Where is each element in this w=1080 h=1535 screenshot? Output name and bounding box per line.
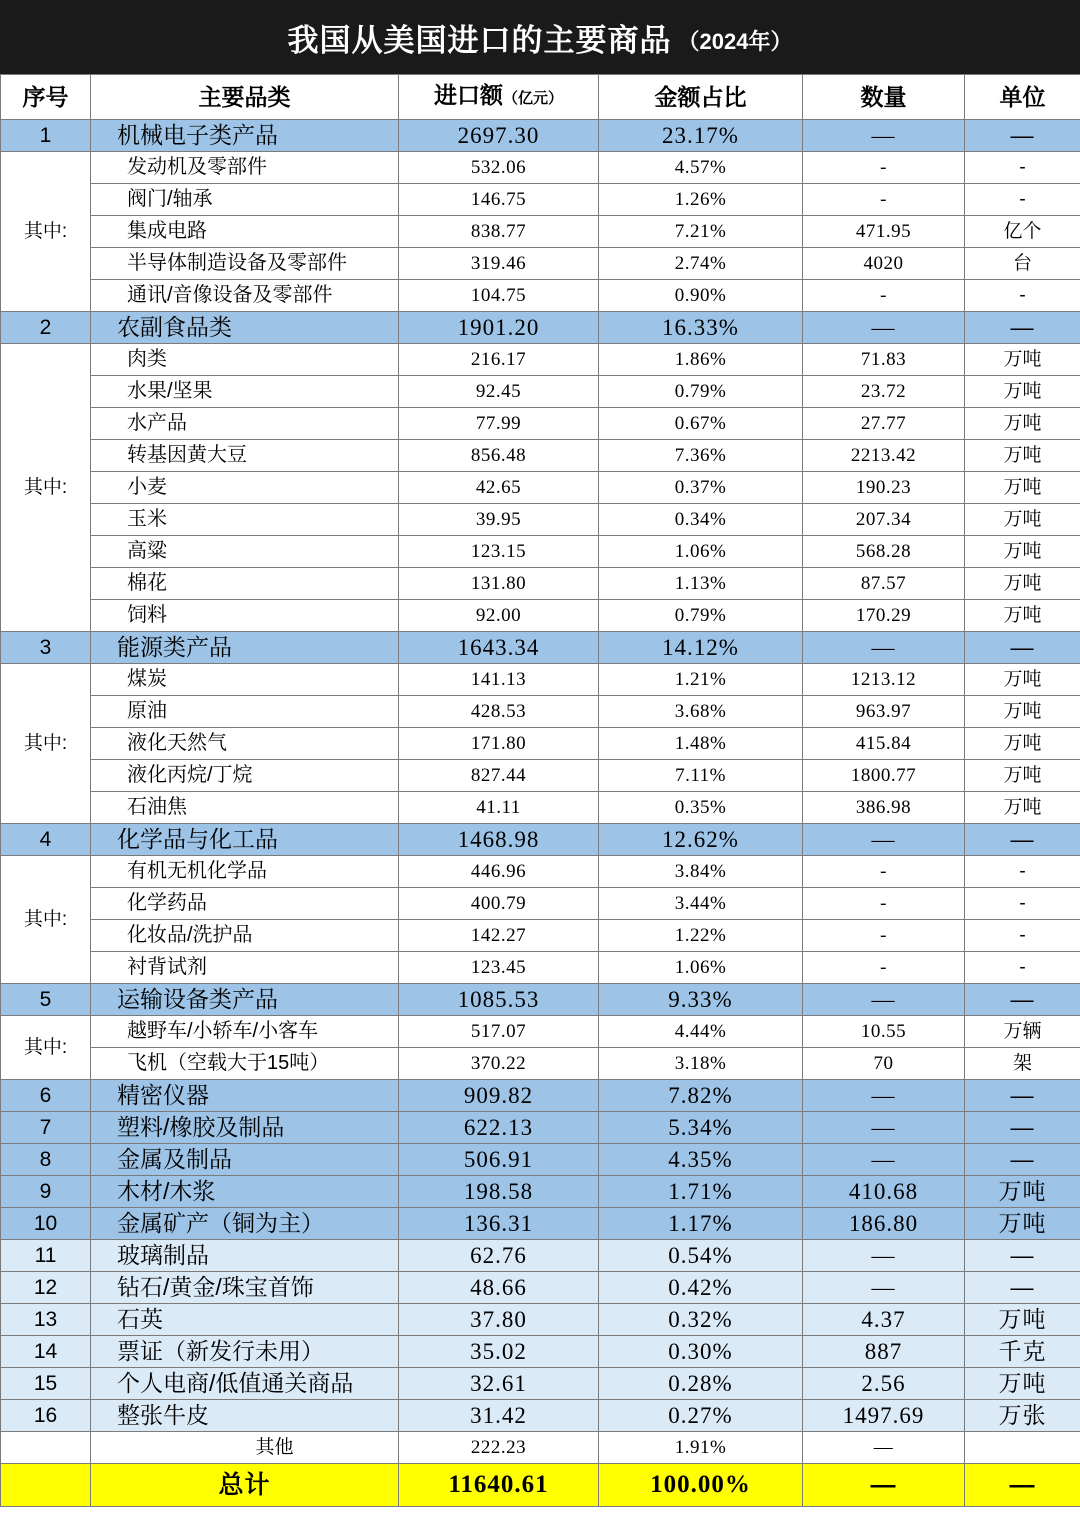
subcategory-quantity: - bbox=[803, 280, 965, 312]
subcategory-share: 7.36% bbox=[599, 440, 803, 472]
col-header-amount bbox=[399, 75, 599, 120]
category-share: 0.42% bbox=[599, 1272, 803, 1304]
category-unit: — bbox=[965, 1112, 1080, 1144]
subcategory-name: 转基因黄大豆 bbox=[91, 440, 399, 472]
category-amount: 1901.20 bbox=[399, 312, 599, 344]
table-header-row bbox=[1, 75, 1080, 120]
subcategory-quantity: 207.34 bbox=[803, 504, 965, 536]
total-index bbox=[1, 1464, 91, 1507]
category-row bbox=[1, 984, 1080, 1016]
category-amount: 506.91 bbox=[399, 1144, 599, 1176]
category-row bbox=[1, 632, 1080, 664]
category-quantity: — bbox=[803, 120, 965, 152]
subcategory-share: 2.74% bbox=[599, 248, 803, 280]
category-share: 0.28% bbox=[599, 1368, 803, 1400]
subcategory-name: 棉花 bbox=[91, 568, 399, 600]
subcategory-row bbox=[1, 664, 1080, 696]
qizhong-label: 其中: bbox=[1, 856, 91, 984]
subcategory-quantity: - bbox=[803, 888, 965, 920]
subcategory-share: 0.35% bbox=[599, 792, 803, 824]
other-quantity: — bbox=[803, 1432, 965, 1464]
category-unit: — bbox=[965, 1272, 1080, 1304]
subcategory-row bbox=[1, 472, 1080, 504]
category-name: 钻石/黄金/珠宝首饰 bbox=[91, 1272, 399, 1304]
subcategory-quantity: 27.77 bbox=[803, 408, 965, 440]
category-name: 能源类产品 bbox=[91, 632, 399, 664]
category-quantity: 4.37 bbox=[803, 1304, 965, 1336]
category-name: 机械电子类产品 bbox=[91, 120, 399, 152]
subcategory-quantity: 87.57 bbox=[803, 568, 965, 600]
subcategory-row bbox=[1, 536, 1080, 568]
subcategory-quantity: 415.84 bbox=[803, 728, 965, 760]
subcategory-name: 石油焦 bbox=[91, 792, 399, 824]
category-quantity: — bbox=[803, 824, 965, 856]
category-index: 7 bbox=[1, 1112, 91, 1144]
category-row bbox=[1, 1304, 1080, 1336]
subcategory-row bbox=[1, 920, 1080, 952]
subcategory-name: 化妆品/洗护品 bbox=[91, 920, 399, 952]
subcategory-unit: - bbox=[965, 920, 1080, 952]
category-unit: — bbox=[965, 632, 1080, 664]
subcategory-name: 化学药品 bbox=[91, 888, 399, 920]
subcategory-amount: 446.96 bbox=[399, 856, 599, 888]
subcategory-name: 阀门/轴承 bbox=[91, 184, 399, 216]
subcategory-quantity: 170.29 bbox=[803, 600, 965, 632]
subcategory-name: 饲料 bbox=[91, 600, 399, 632]
subcategory-unit: 万吨 bbox=[965, 408, 1080, 440]
subcategory-share: 3.18% bbox=[599, 1048, 803, 1080]
subcategory-share: 1.21% bbox=[599, 664, 803, 696]
subcategory-amount: 171.80 bbox=[399, 728, 599, 760]
subcategory-quantity: 10.55 bbox=[803, 1016, 965, 1048]
other-row bbox=[1, 1432, 1080, 1464]
subcategory-unit: 万吨 bbox=[965, 344, 1080, 376]
subcategory-unit: 万吨 bbox=[965, 696, 1080, 728]
subcategory-share: 4.44% bbox=[599, 1016, 803, 1048]
subcategory-row bbox=[1, 408, 1080, 440]
subcategory-unit: - bbox=[965, 888, 1080, 920]
category-name: 农副食品类 bbox=[91, 312, 399, 344]
subcategory-row bbox=[1, 216, 1080, 248]
total-quantity: — bbox=[803, 1464, 965, 1507]
category-index: 2 bbox=[1, 312, 91, 344]
category-index: 11 bbox=[1, 1240, 91, 1272]
category-share: 1.17% bbox=[599, 1208, 803, 1240]
subcategory-row bbox=[1, 888, 1080, 920]
category-row bbox=[1, 1400, 1080, 1432]
subcategory-name: 水产品 bbox=[91, 408, 399, 440]
subcategory-unit: - bbox=[965, 280, 1080, 312]
subcategory-amount: 123.15 bbox=[399, 536, 599, 568]
category-amount: 62.76 bbox=[399, 1240, 599, 1272]
category-unit: 千克 bbox=[965, 1336, 1080, 1368]
category-share: 23.17% bbox=[599, 120, 803, 152]
category-index: 13 bbox=[1, 1304, 91, 1336]
category-amount: 35.02 bbox=[399, 1336, 599, 1368]
subcategory-unit: - bbox=[965, 856, 1080, 888]
total-row bbox=[1, 1464, 1080, 1507]
category-unit: — bbox=[965, 1240, 1080, 1272]
category-amount: 1643.34 bbox=[399, 632, 599, 664]
subcategory-share: 1.06% bbox=[599, 952, 803, 984]
subcategory-unit: 万吨 bbox=[965, 568, 1080, 600]
subcategory-row bbox=[1, 504, 1080, 536]
category-name: 化学品与化工品 bbox=[91, 824, 399, 856]
subcategory-amount: 856.48 bbox=[399, 440, 599, 472]
page-title-year: （2024年） bbox=[677, 28, 793, 54]
col-header-index: 序号 bbox=[1, 75, 91, 120]
category-quantity: — bbox=[803, 1144, 965, 1176]
category-name: 金属矿产（铜为主） bbox=[91, 1208, 399, 1240]
subcategory-name: 集成电路 bbox=[91, 216, 399, 248]
subcategory-name: 液化天然气 bbox=[91, 728, 399, 760]
subcategory-row bbox=[1, 600, 1080, 632]
subcategory-amount: 838.77 bbox=[399, 216, 599, 248]
subcategory-row bbox=[1, 152, 1080, 184]
subcategory-share: 0.90% bbox=[599, 280, 803, 312]
page-title: 我国从美国进口的主要商品 bbox=[287, 22, 672, 58]
category-row bbox=[1, 1240, 1080, 1272]
category-amount: 37.80 bbox=[399, 1304, 599, 1336]
subcategory-quantity: 1213.12 bbox=[803, 664, 965, 696]
subcategory-amount: 827.44 bbox=[399, 760, 599, 792]
subcategory-quantity: 23.72 bbox=[803, 376, 965, 408]
category-share: 4.35% bbox=[599, 1144, 803, 1176]
subcategory-unit: 万吨 bbox=[965, 728, 1080, 760]
subcategory-unit: 万吨 bbox=[965, 536, 1080, 568]
subcategory-unit: 万吨 bbox=[965, 376, 1080, 408]
subcategory-name: 半导体制造设备及零部件 bbox=[91, 248, 399, 280]
subcategory-quantity: - bbox=[803, 152, 965, 184]
category-quantity: 1497.69 bbox=[803, 1400, 965, 1432]
subcategory-unit: 万吨 bbox=[965, 504, 1080, 536]
subcategory-quantity: 386.98 bbox=[803, 792, 965, 824]
subcategory-amount: 123.45 bbox=[399, 952, 599, 984]
subcategory-share: 1.26% bbox=[599, 184, 803, 216]
qizhong-label: 其中: bbox=[1, 152, 91, 312]
category-unit: — bbox=[965, 312, 1080, 344]
subcategory-unit: 万吨 bbox=[965, 472, 1080, 504]
subcategory-share: 1.48% bbox=[599, 728, 803, 760]
category-share: 1.71% bbox=[599, 1176, 803, 1208]
category-amount: 32.61 bbox=[399, 1368, 599, 1400]
subcategory-unit: - bbox=[965, 184, 1080, 216]
category-index: 3 bbox=[1, 632, 91, 664]
other-index bbox=[1, 1432, 91, 1464]
subcategory-amount: 92.00 bbox=[399, 600, 599, 632]
subcategory-quantity: 2213.42 bbox=[803, 440, 965, 472]
category-row bbox=[1, 824, 1080, 856]
subcategory-quantity: 568.28 bbox=[803, 536, 965, 568]
subcategory-amount: 428.53 bbox=[399, 696, 599, 728]
subcategory-share: 0.37% bbox=[599, 472, 803, 504]
subcategory-amount: 141.13 bbox=[399, 664, 599, 696]
subcategory-share: 0.79% bbox=[599, 376, 803, 408]
category-index: 8 bbox=[1, 1144, 91, 1176]
category-name: 个人电商/低值通关商品 bbox=[91, 1368, 399, 1400]
category-amount: 1468.98 bbox=[399, 824, 599, 856]
import-goods-table bbox=[0, 74, 1080, 1507]
category-name: 票证（新发行未用） bbox=[91, 1336, 399, 1368]
subcategory-unit: 台 bbox=[965, 248, 1080, 280]
category-share: 9.33% bbox=[599, 984, 803, 1016]
subcategory-quantity: - bbox=[803, 952, 965, 984]
subcategory-share: 0.67% bbox=[599, 408, 803, 440]
category-quantity: 2.56 bbox=[803, 1368, 965, 1400]
col-header-share: 金额占比 bbox=[599, 75, 803, 120]
category-quantity: 887 bbox=[803, 1336, 965, 1368]
subcategory-share: 1.13% bbox=[599, 568, 803, 600]
col-header-category: 主要品类 bbox=[91, 75, 399, 120]
subcategory-amount: 216.17 bbox=[399, 344, 599, 376]
category-unit: 万张 bbox=[965, 1400, 1080, 1432]
subcategory-quantity: - bbox=[803, 856, 965, 888]
subcategory-row bbox=[1, 696, 1080, 728]
category-name: 整张牛皮 bbox=[91, 1400, 399, 1432]
subcategory-amount: 39.95 bbox=[399, 504, 599, 536]
category-row bbox=[1, 312, 1080, 344]
subcategory-unit: 架 bbox=[965, 1048, 1080, 1080]
table-body bbox=[1, 120, 1080, 1507]
category-index: 1 bbox=[1, 120, 91, 152]
subcategory-row bbox=[1, 568, 1080, 600]
category-index: 5 bbox=[1, 984, 91, 1016]
subcategory-share: 0.79% bbox=[599, 600, 803, 632]
total-amount: 11640.61 bbox=[399, 1464, 599, 1507]
subcategory-share: 3.84% bbox=[599, 856, 803, 888]
category-quantity: 410.68 bbox=[803, 1176, 965, 1208]
subcategory-name: 煤炭 bbox=[91, 664, 399, 696]
category-amount: 622.13 bbox=[399, 1112, 599, 1144]
subcategory-amount: 370.22 bbox=[399, 1048, 599, 1080]
subcategory-unit: 万吨 bbox=[965, 440, 1080, 472]
category-share: 0.32% bbox=[599, 1304, 803, 1336]
subcategory-quantity: 1800.77 bbox=[803, 760, 965, 792]
category-quantity: — bbox=[803, 1240, 965, 1272]
subcategory-row bbox=[1, 1048, 1080, 1080]
subcategory-name: 有机无机化学品 bbox=[91, 856, 399, 888]
subcategory-amount: 142.27 bbox=[399, 920, 599, 952]
subcategory-name: 水果/坚果 bbox=[91, 376, 399, 408]
category-unit: — bbox=[965, 1080, 1080, 1112]
category-index: 15 bbox=[1, 1368, 91, 1400]
subcategory-amount: 104.75 bbox=[399, 280, 599, 312]
other-name: 其他 bbox=[91, 1432, 399, 1464]
category-name: 运输设备类产品 bbox=[91, 984, 399, 1016]
category-unit: — bbox=[965, 120, 1080, 152]
category-share: 5.34% bbox=[599, 1112, 803, 1144]
category-amount: 136.31 bbox=[399, 1208, 599, 1240]
category-share: 0.54% bbox=[599, 1240, 803, 1272]
category-quantity: — bbox=[803, 632, 965, 664]
subcategory-share: 1.22% bbox=[599, 920, 803, 952]
category-quantity: — bbox=[803, 1112, 965, 1144]
subcategory-amount: 146.75 bbox=[399, 184, 599, 216]
subcategory-row bbox=[1, 440, 1080, 472]
subcategory-amount: 319.46 bbox=[399, 248, 599, 280]
page-title-bar bbox=[0, 0, 1080, 74]
category-share: 0.27% bbox=[599, 1400, 803, 1432]
subcategory-quantity: 70 bbox=[803, 1048, 965, 1080]
category-quantity: — bbox=[803, 1080, 965, 1112]
other-amount: 222.23 bbox=[399, 1432, 599, 1464]
other-unit bbox=[965, 1432, 1080, 1464]
subcategory-share: 1.06% bbox=[599, 536, 803, 568]
category-unit: 万吨 bbox=[965, 1368, 1080, 1400]
subcategory-row bbox=[1, 952, 1080, 984]
category-share: 16.33% bbox=[599, 312, 803, 344]
category-quantity: — bbox=[803, 984, 965, 1016]
category-amount: 1085.53 bbox=[399, 984, 599, 1016]
category-amount: 31.42 bbox=[399, 1400, 599, 1432]
category-index: 16 bbox=[1, 1400, 91, 1432]
category-name: 精密仪器 bbox=[91, 1080, 399, 1112]
subcategory-row bbox=[1, 248, 1080, 280]
category-quantity: — bbox=[803, 312, 965, 344]
category-unit: — bbox=[965, 1144, 1080, 1176]
subcategory-share: 1.86% bbox=[599, 344, 803, 376]
total-unit: — bbox=[965, 1464, 1080, 1507]
category-row bbox=[1, 120, 1080, 152]
subcategory-unit: 万吨 bbox=[965, 600, 1080, 632]
category-index: 4 bbox=[1, 824, 91, 856]
subcategory-name: 原油 bbox=[91, 696, 399, 728]
subcategory-name: 高粱 bbox=[91, 536, 399, 568]
subcategory-amount: 42.65 bbox=[399, 472, 599, 504]
category-row bbox=[1, 1368, 1080, 1400]
qizhong-label: 其中: bbox=[1, 664, 91, 824]
category-index: 10 bbox=[1, 1208, 91, 1240]
qizhong-label: 其中: bbox=[1, 344, 91, 632]
subcategory-unit: 万吨 bbox=[965, 664, 1080, 696]
subcategory-quantity: 963.97 bbox=[803, 696, 965, 728]
subcategory-amount: 92.45 bbox=[399, 376, 599, 408]
category-amount: 2697.30 bbox=[399, 120, 599, 152]
subcategory-name: 飞机（空载大于15吨） bbox=[91, 1048, 399, 1080]
subcategory-row bbox=[1, 856, 1080, 888]
category-row bbox=[1, 1272, 1080, 1304]
category-share: 14.12% bbox=[599, 632, 803, 664]
subcategory-amount: 532.06 bbox=[399, 152, 599, 184]
subcategory-quantity: - bbox=[803, 184, 965, 216]
category-unit: — bbox=[965, 824, 1080, 856]
subcategory-row bbox=[1, 1016, 1080, 1048]
subcategory-share: 0.34% bbox=[599, 504, 803, 536]
category-row bbox=[1, 1336, 1080, 1368]
col-header-amount-label: 进口额 bbox=[433, 82, 503, 108]
subcategory-name: 通讯/音像设备及零部件 bbox=[91, 280, 399, 312]
subcategory-row bbox=[1, 792, 1080, 824]
category-name: 玻璃制品 bbox=[91, 1240, 399, 1272]
category-name: 塑料/橡胶及制品 bbox=[91, 1112, 399, 1144]
subcategory-row bbox=[1, 760, 1080, 792]
subcategory-share: 3.44% bbox=[599, 888, 803, 920]
category-share: 12.62% bbox=[599, 824, 803, 856]
category-index: 9 bbox=[1, 1176, 91, 1208]
subcategory-row bbox=[1, 728, 1080, 760]
subcategory-amount: 517.07 bbox=[399, 1016, 599, 1048]
subcategory-name: 越野车/小轿车/小客车 bbox=[91, 1016, 399, 1048]
subcategory-row bbox=[1, 184, 1080, 216]
subcategory-quantity: 471.95 bbox=[803, 216, 965, 248]
category-quantity: 186.80 bbox=[803, 1208, 965, 1240]
total-label: 总计 bbox=[91, 1464, 399, 1507]
subcategory-name: 液化丙烷/丁烷 bbox=[91, 760, 399, 792]
subcategory-name: 发动机及零部件 bbox=[91, 152, 399, 184]
subcategory-unit: - bbox=[965, 152, 1080, 184]
subcategory-amount: 41.11 bbox=[399, 792, 599, 824]
category-unit: 万吨 bbox=[965, 1176, 1080, 1208]
subcategory-quantity: - bbox=[803, 920, 965, 952]
subcategory-name: 玉米 bbox=[91, 504, 399, 536]
category-index: 12 bbox=[1, 1272, 91, 1304]
qizhong-label: 其中: bbox=[1, 1016, 91, 1080]
category-amount: 909.82 bbox=[399, 1080, 599, 1112]
table-head bbox=[1, 75, 1080, 120]
subcategory-quantity: 190.23 bbox=[803, 472, 965, 504]
category-quantity: — bbox=[803, 1272, 965, 1304]
category-name: 金属及制品 bbox=[91, 1144, 399, 1176]
col-header-unit: 单位 bbox=[965, 75, 1080, 120]
col-header-quantity: 数量 bbox=[803, 75, 965, 120]
subcategory-name: 肉类 bbox=[91, 344, 399, 376]
subcategory-unit: - bbox=[965, 952, 1080, 984]
subcategory-share: 7.21% bbox=[599, 216, 803, 248]
subcategory-quantity: 4020 bbox=[803, 248, 965, 280]
subcategory-row bbox=[1, 376, 1080, 408]
other-share: 1.91% bbox=[599, 1432, 803, 1464]
subcategory-amount: 77.99 bbox=[399, 408, 599, 440]
subcategory-name: 衬背试剂 bbox=[91, 952, 399, 984]
subcategory-name: 小麦 bbox=[91, 472, 399, 504]
subcategory-row bbox=[1, 344, 1080, 376]
category-index: 6 bbox=[1, 1080, 91, 1112]
category-row bbox=[1, 1080, 1080, 1112]
subcategory-quantity: 71.83 bbox=[803, 344, 965, 376]
category-name: 石英 bbox=[91, 1304, 399, 1336]
subcategory-amount: 131.80 bbox=[399, 568, 599, 600]
category-row bbox=[1, 1144, 1080, 1176]
category-unit: — bbox=[965, 984, 1080, 1016]
category-share: 7.82% bbox=[599, 1080, 803, 1112]
subcategory-share: 7.11% bbox=[599, 760, 803, 792]
subcategory-unit: 万吨 bbox=[965, 760, 1080, 792]
category-index: 14 bbox=[1, 1336, 91, 1368]
category-row bbox=[1, 1176, 1080, 1208]
subcategory-amount: 400.79 bbox=[399, 888, 599, 920]
col-header-amount-unit: （亿元） bbox=[502, 90, 563, 107]
category-unit: 万吨 bbox=[965, 1208, 1080, 1240]
subcategory-share: 4.57% bbox=[599, 152, 803, 184]
category-share: 0.30% bbox=[599, 1336, 803, 1368]
category-unit: 万吨 bbox=[965, 1304, 1080, 1336]
total-share: 100.00% bbox=[599, 1464, 803, 1507]
category-row bbox=[1, 1208, 1080, 1240]
subcategory-row bbox=[1, 280, 1080, 312]
category-row bbox=[1, 1112, 1080, 1144]
subcategory-unit: 万吨 bbox=[965, 792, 1080, 824]
category-amount: 198.58 bbox=[399, 1176, 599, 1208]
category-amount: 48.66 bbox=[399, 1272, 599, 1304]
subcategory-unit: 亿个 bbox=[965, 216, 1080, 248]
subcategory-share: 3.68% bbox=[599, 696, 803, 728]
subcategory-unit: 万辆 bbox=[965, 1016, 1080, 1048]
category-name: 木材/木浆 bbox=[91, 1176, 399, 1208]
